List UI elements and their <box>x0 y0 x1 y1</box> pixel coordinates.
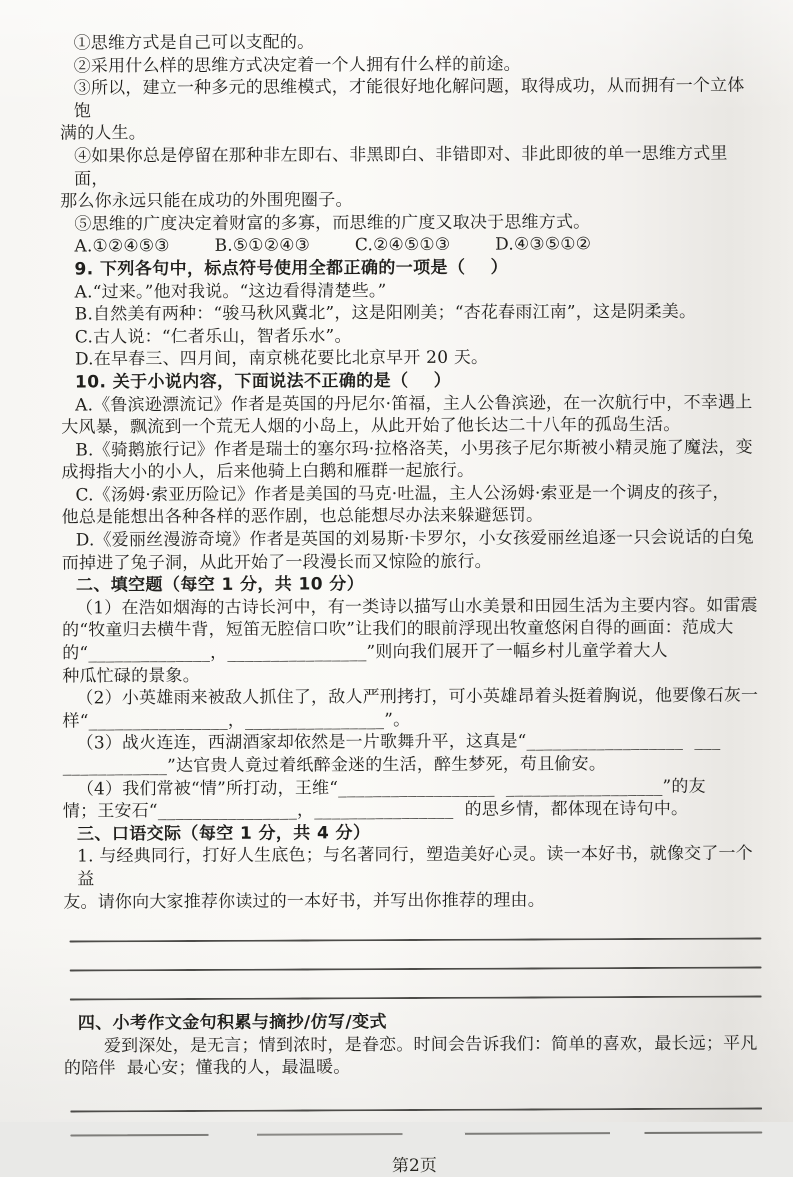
question-9-block <box>60 255 760 371</box>
sentence-line: ①思维方式是自己可以支配的。 <box>73 32 315 54</box>
sentence-line: ④如果你总是停留在那种非左即右、非黑即白、非错即对、非此即彼的单一思维方式里面， <box>74 143 728 190</box>
option-line: 他总是能想出各种各样的恶作剧，也总能想尽办法来躲避惩罚。 <box>61 505 544 528</box>
sentence-line: 满的人生。 <box>59 123 146 144</box>
sentence-line: ⑤思维的广度决定着财富的多寡，而思维的广度又取决于思维方式。 <box>74 211 591 235</box>
fill-blank-line: （2）小英雄雨来被敌人抓住了，敌人严刑拷打，可小英雄昂着头挺着胸说，他要像石灰一 <box>76 685 759 709</box>
sentence-line: ②采用什么样的思维方式决定着一个人拥有什么样的前途。 <box>73 54 521 77</box>
option-line: 而掉进了兔子洞，从此开始了一段漫长而又惊险的旅行。 <box>61 551 492 574</box>
answer-line <box>70 1107 762 1112</box>
answer-line <box>70 996 762 1001</box>
question-8-block <box>60 29 761 258</box>
question-10-block <box>61 368 762 574</box>
page-number: 第2页 <box>391 1155 437 1177</box>
option-line: 成拇指大小的小人，后来他骑上白鹅和雁群一起旅行。 <box>61 461 475 483</box>
prompt-line: 1. 与经典同行，打好人生底色；与名著同行，塑造美好心灵。读一本好书，就像交了一个益 <box>77 843 753 890</box>
option-line: 大风暴，飘流到一个荒无人烟的小岛上，从此开始了他长达二十八年的孤岛生活。 <box>61 414 681 438</box>
sentence-line: ③所以，建立一种多元的思维模式，才能很好地化解问题，取得成功，从而拥有一个立体饱 <box>73 75 745 122</box>
composition-sentences-section <box>64 1010 765 1137</box>
answer-line <box>69 938 761 943</box>
fill-blank-line: ____________”达官贵人竟过着纸醉金迷的生活，醉生梦死，苟且偷安。 <box>62 754 607 777</box>
fill-blank-line: 的“牧童归去横牛背，短笛无腔信口吹”让我们的眼前浮现出牧童悠闲自得的画面：范成大 <box>62 618 734 641</box>
option-line: C.古人说：“仁者乐山，智者乐水”。 <box>74 325 352 348</box>
section-heading: 二、填空题（每空 1 分，共 10 分） <box>75 574 365 596</box>
fill-blank-line: 情；王安石“________________，________________ 的思乡情，都体现在诗句中。 <box>62 798 689 822</box>
option-line: B.自然美有两种：“骏马秋风冀北”，这是阳刚美；“杏花春雨江南”，这是阴柔美。 <box>74 301 697 325</box>
section-heading: 三、口语交际（每空 1 分，共 4 分） <box>76 822 371 845</box>
fill-blank-line: （1）在浩如烟海的古诗长河中，有一类诗以描写山水美景和田园生活为主要内容。如雷震 <box>75 595 758 619</box>
prompt-line: 友。请你向大家推荐你读过的一本好书，并写出你推荐的理由。 <box>63 889 545 913</box>
option-line: C.《汤姆·索亚历险记》作者是美国的马克·吐温，主人公汤姆·索亚是一个调皮的孩子， <box>75 482 730 506</box>
section-heading: 四、小考作文金句积累与摘抄/仿写/变式 <box>77 1012 387 1034</box>
option-line: D.《爱丽丝漫游奇境》作者是英国的刘易斯·卡罗尔，小女孩爱丽丝追逐一只会说话的白兔 <box>75 527 754 551</box>
fill-blank-line: 的“______________，________________”则向我们展开了一幅乡村儿童学着大人 <box>62 640 668 664</box>
sentence-line: 那么你永远只能在成功的外围兜圈子。 <box>60 190 353 212</box>
answer-line <box>70 967 762 972</box>
option-line: A.①②④⑤③ B.⑤①②④③ C.②④⑤①③ D.④③⑤①② <box>74 234 592 257</box>
option-line: A.《鲁滨逊漂流记》作者是英国的丹尼尔·笛福，主人公鲁滨逊，在一次航行中，不幸遇上 <box>75 392 753 415</box>
option-line: A.“过来。”他对我说。“这边看得清楚些。” <box>74 280 387 303</box>
fill-blank-line: 种瓜忙碌的景象。 <box>62 665 200 687</box>
fill-in-blanks-section <box>62 572 763 824</box>
answer-line <box>70 1131 762 1136</box>
oral-communication-section <box>63 820 764 1000</box>
exam-page-content <box>60 29 765 1177</box>
option-line: B.《骑鹅旅行记》作者是瑞士的塞尔玛·拉格洛芙，小男孩子尼尔斯被小精灵施了魔法，变 <box>75 437 753 461</box>
option-line: D.在早春三、四月间，南京桃花要比北京早开 20 天。 <box>74 347 489 370</box>
fill-blank-line: （4）我们常被“情”所打动，王维“__________________ __________________”的友 <box>76 776 706 800</box>
quote-line: 的陪伴 最心安；懂我的人，最温暖。 <box>63 1057 351 1079</box>
quote-line: 爱到深处，是无言；情到浓时，是眷恋。时间会告诉我们：简单的喜欢，最长远；平凡 <box>103 1033 758 1057</box>
fill-blank-line: （3）战火连连，西湖酒家却依然是一片歌舞升平，这真是“__________________ ___ <box>76 731 721 754</box>
question-stem: 9. 下列各句中，标点符号使用全都正确的一项是（ ） <box>74 257 509 280</box>
question-stem: 10. 关于小说内容，下面说法不正确的是（ ） <box>74 370 452 393</box>
fill-blank-line: 样“________________，________________”。 <box>62 709 411 732</box>
